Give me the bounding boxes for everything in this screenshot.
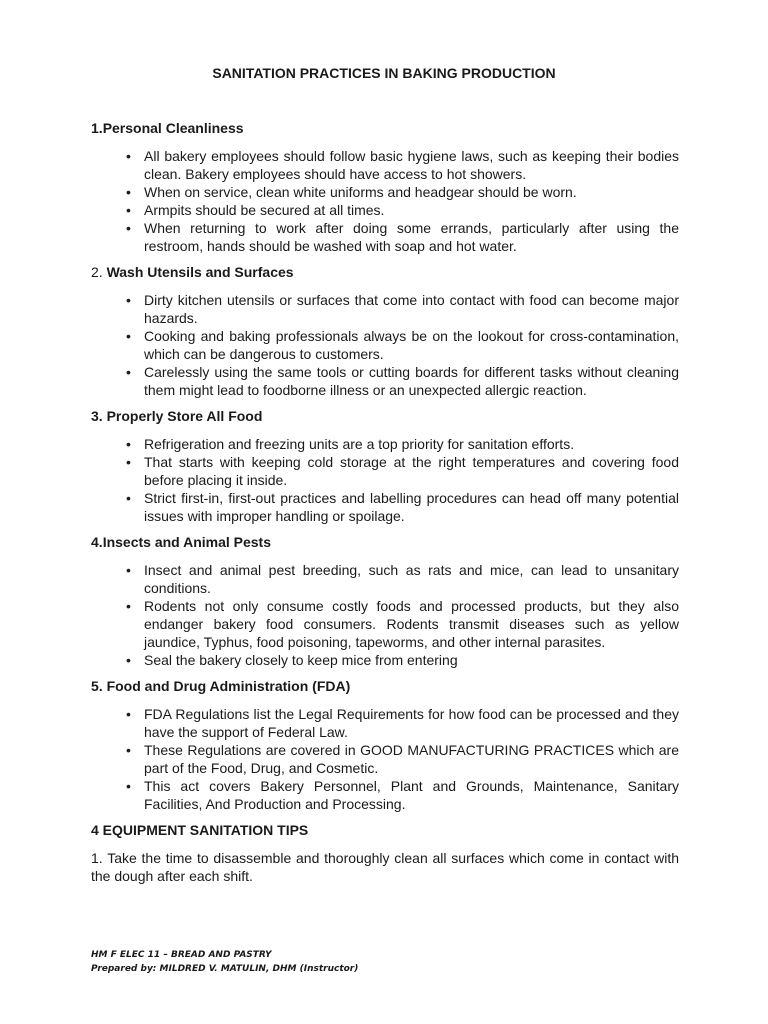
section-insects-pests	[91, 533, 679, 669]
section-number: 2.	[91, 264, 107, 280]
list-item: • Carelessly using the same tools or cutting boards for different tasks without cleaning them might lead to foodborne illness or an unexpected allergic reaction.	[144, 363, 679, 399]
list-item: • Rodents not only consume costly foods and processed products, but they also endanger bakery food consumers. Rodents transmit diseases such as yellow jaundice, Typhus, food poisoning, tapeworms, and other internal parasites.	[144, 597, 679, 651]
section-heading	[91, 821, 679, 839]
section-heading	[91, 263, 679, 281]
section-fda	[91, 677, 679, 813]
list-item: • Armpits should be secured at all times.	[144, 201, 679, 219]
list-item: • Insect and animal pest breeding, such as rats and mice, can lead to unsanitary conditions.	[144, 561, 679, 597]
page-footer	[91, 948, 358, 976]
bullet-list	[91, 561, 679, 669]
bullet-list	[91, 147, 679, 255]
bullet-list	[91, 291, 679, 399]
list-item: • Refrigeration and freezing units are a top priority for sanitation efforts.	[144, 435, 679, 453]
section-heading	[91, 533, 679, 551]
list-item: • When on service, clean white uniforms and headgear should be worn.	[144, 183, 679, 201]
section-heading	[91, 119, 679, 137]
list-item: • When returning to work after doing some errands, particularly after using the restroom, hands should be washed with soap and hot water.	[144, 219, 679, 255]
list-item: • That starts with keeping cold storage at the right temperatures and covering food before placing it inside.	[144, 453, 679, 489]
list-item: • Strict first-in, first-out practices and labelling procedures can head off many potential issues with improper handling or spoilage.	[144, 489, 679, 525]
list-item: • This act covers Bakery Personnel, Plant and Grounds, Maintenance, Sanitary Facilities, And Production and Processing.	[144, 777, 679, 813]
section-title: Food and Drug Administration (FDA)	[106, 678, 351, 694]
section-title: Wash Utensils and Surfaces	[106, 264, 294, 280]
section-store-food	[91, 407, 679, 525]
section-personal-cleanliness	[91, 119, 679, 255]
section-wash-utensils	[91, 263, 679, 399]
section-heading	[91, 677, 679, 695]
section-equipment-tips	[91, 821, 679, 885]
bullet-list	[91, 435, 679, 525]
footer-prepared-by: Prepared by: MILDRED V. MATULIN, DHM (Instructor)	[91, 964, 359, 974]
section-title: Insects and Animal Pests	[102, 534, 272, 550]
bullet-list	[91, 705, 679, 813]
list-item: • These Regulations are covered in GOOD MANUFACTURING PRACTICES which are part of the Food, Drug, and Cosmetic.	[144, 741, 679, 777]
section-title: 4 EQUIPMENT SANITATION TIPS	[91, 822, 309, 838]
section-number: 4.	[91, 534, 103, 550]
section-number: 3.	[91, 408, 107, 424]
list-item: • FDA Regulations list the Legal Requirements for how food can be processed and they have the support of Federal Law.	[144, 705, 679, 741]
tip-paragraph: 1. Take the time to disassemble and thoroughly clean all surfaces which come in contact with the dough after each shift.	[91, 850, 679, 884]
section-heading	[91, 407, 679, 425]
section-number: 5.	[91, 678, 107, 694]
page-title: SANITATION PRACTICES IN BAKING PRODUCTION	[212, 65, 556, 81]
section-title: Personal Cleanliness	[102, 120, 244, 136]
list-item: • Seal the bakery closely to keep mice from entering	[144, 651, 679, 669]
footer-course: HM F ELEC 11 – BREAD AND PASTRY	[91, 950, 272, 960]
list-item: • Cooking and baking professionals always be on the lookout for cross-contamination, which can be dangerous to customers.	[144, 327, 679, 363]
section-title: Properly Store All Food	[106, 408, 263, 424]
list-item: • Dirty kitchen utensils or surfaces that come into contact with food can become major hazards.	[144, 291, 679, 327]
document-body	[91, 119, 679, 885]
section-number: 1.	[91, 120, 103, 136]
list-item: • All bakery employees should follow basic hygiene laws, such as keeping their bodies clean. Bakery employees should have access to hot showers.	[144, 147, 679, 183]
